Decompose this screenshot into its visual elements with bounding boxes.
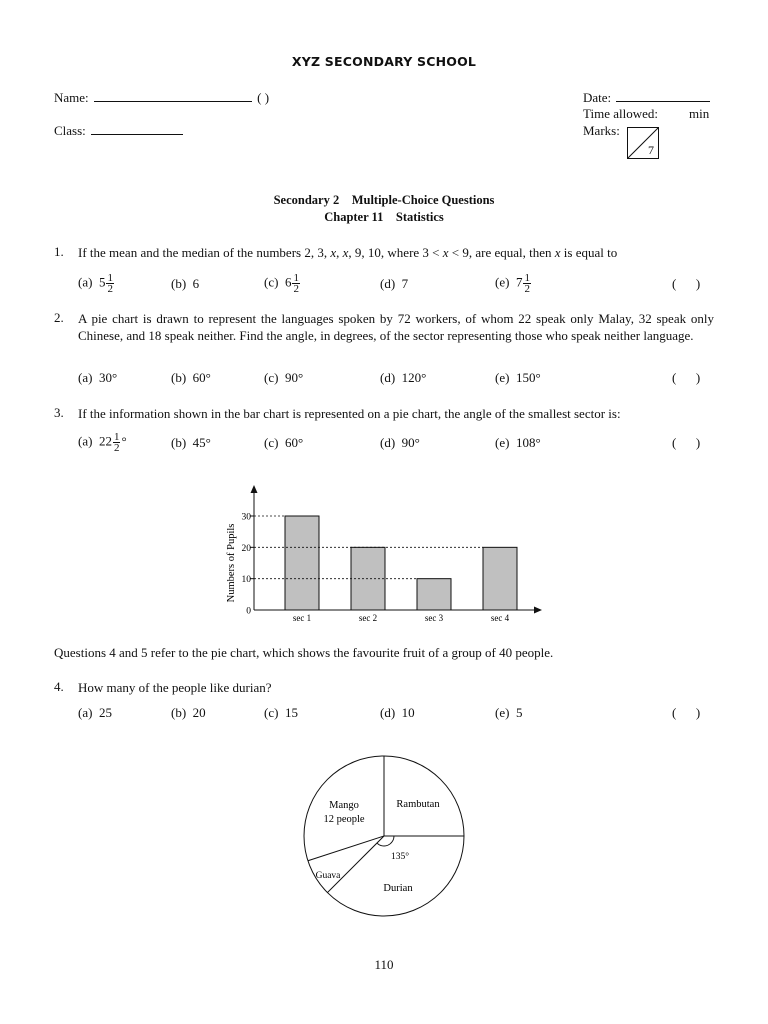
q4-number: 4. bbox=[54, 679, 64, 694]
class-blank[interactable] bbox=[91, 122, 183, 135]
q3-option-b[interactable]: (b) 45° bbox=[171, 435, 211, 450]
fraction: $\frac{1}{2}$ bbox=[107, 272, 113, 295]
date-blank[interactable] bbox=[616, 89, 710, 102]
q3-option-a[interactable]: (a) 22 $\frac{1}{2}$ ° bbox=[78, 431, 127, 454]
pie-chart bbox=[290, 750, 480, 940]
x-tick-label: sec 2 bbox=[358, 613, 378, 623]
q1-option-e[interactable]: (e) 7 $\frac{1}{2}$ bbox=[495, 272, 530, 295]
date-label: Date: bbox=[583, 90, 612, 105]
y-axis-arrow bbox=[251, 485, 258, 493]
marks-label: Marks: bbox=[583, 123, 620, 138]
q1-option-a[interactable]: (a) 5 $\frac{1}{2}$ bbox=[78, 272, 113, 295]
bar-sec-4 bbox=[483, 547, 517, 610]
fraction: $\frac{1}{2}$ bbox=[524, 272, 530, 295]
bar-sec-3 bbox=[417, 579, 451, 610]
q4-option-c[interactable]: (c) 15 bbox=[264, 705, 298, 720]
class-row bbox=[54, 122, 183, 139]
school-name: XYZ SECONDARY SCHOOL bbox=[291, 54, 477, 69]
y-tick-label: 30 bbox=[241, 512, 251, 523]
marks-box bbox=[627, 127, 659, 159]
y-tick-label: 10 bbox=[241, 575, 251, 586]
page-number: 110 bbox=[374, 957, 394, 972]
bar-chart-ylabel: Numbers of Pupils bbox=[226, 523, 237, 603]
q2-text: A pie chart is drawn to represent the languages spoken by 72 workers, of whom 22 speak only Malay, 32 speak only Chinese, and 18 speak neither. Find the angle, in degrees, of the sector representing those who speak neither language. bbox=[78, 311, 714, 343]
index-paren: ( ) bbox=[257, 90, 270, 105]
marks-total: 7 bbox=[648, 143, 654, 157]
name-row bbox=[54, 89, 269, 106]
y-tick-label: 0 bbox=[246, 606, 251, 617]
q2-option-b[interactable]: (b) 60° bbox=[171, 370, 211, 385]
x-tick-label: sec 1 bbox=[292, 613, 312, 623]
q2-answer-paren[interactable]: ( ) bbox=[672, 370, 701, 385]
q1-option-c[interactable]: (c) 6 $\frac{1}{2}$ bbox=[264, 272, 299, 295]
q1-option-d[interactable]: (d) 7 bbox=[380, 276, 409, 291]
fraction: $\frac{1}{2}$ bbox=[113, 431, 120, 454]
q3-number: 3. bbox=[54, 405, 64, 420]
q2-option-c[interactable]: (c) 90° bbox=[264, 370, 304, 385]
pie-label-guava: Guava bbox=[315, 871, 341, 881]
q2-option-a[interactable]: (a) 30° bbox=[78, 370, 118, 385]
bar-chart bbox=[220, 480, 550, 630]
pie-divider-mango-guava bbox=[308, 836, 384, 861]
q1-text: If the mean and the median of the numbers 2, 3, x, x, 9, 10, where 3 < x < 9, are equal, then x is equal to bbox=[78, 245, 618, 260]
q4-option-b[interactable]: (b) 20 bbox=[171, 705, 206, 720]
x-tick-label: sec 4 bbox=[490, 613, 510, 623]
q3-option-c[interactable]: (c) 60° bbox=[264, 435, 304, 450]
paper-title: Secondary 2 Multiple-Choice Questions bbox=[273, 193, 495, 207]
time-unit: min bbox=[689, 106, 710, 121]
fraction: $\frac{1}{2}$ bbox=[293, 272, 299, 295]
pie-label-mango-count: 12 people bbox=[323, 814, 365, 825]
q2-number: 2. bbox=[54, 310, 64, 325]
name-blank[interactable] bbox=[94, 89, 252, 102]
x-tick-label: sec 3 bbox=[424, 613, 444, 623]
pie-label-durian: Durian bbox=[383, 883, 413, 894]
q2-option-e[interactable]: (e) 150° bbox=[495, 370, 541, 385]
chapter-title: Chapter 11 Statistics bbox=[324, 210, 444, 224]
q1-answer-paren[interactable]: ( ) bbox=[672, 276, 701, 291]
class-label: Class: bbox=[54, 123, 86, 138]
x-axis-arrow bbox=[534, 607, 542, 614]
q3-text: If the information shown in the bar chart is represented on a pie chart, the angle of the smallest sector is: bbox=[78, 406, 621, 421]
q1-option-b[interactable]: (b) 6 bbox=[171, 276, 200, 291]
q4-option-e[interactable]: (e) 5 bbox=[495, 705, 523, 720]
time-label: Time allowed: bbox=[583, 106, 658, 121]
q4-text: How many of the people like durian? bbox=[78, 680, 272, 695]
q3-answer-paren[interactable]: ( ) bbox=[672, 435, 701, 450]
q4-option-a[interactable]: (a) 25 bbox=[78, 705, 112, 720]
pie-label-angle: 135° bbox=[390, 852, 410, 862]
pie-divider-2 bbox=[327, 836, 384, 893]
name-label: Name: bbox=[54, 90, 89, 105]
q45-intro: Questions 4 and 5 refer to the pie chart, which shows the favourite fruit of a group of 40 people. bbox=[54, 645, 554, 660]
y-tick-label: 20 bbox=[241, 543, 251, 554]
q4-answer-paren[interactable]: ( ) bbox=[672, 705, 701, 720]
q1-number: 1. bbox=[54, 244, 64, 259]
q2-option-d[interactable]: (d) 120° bbox=[380, 370, 427, 385]
q3-option-d[interactable]: (d) 90° bbox=[380, 435, 420, 450]
pie-label-rambutan: Rambutan bbox=[396, 799, 440, 810]
q3-option-e[interactable]: (e) 108° bbox=[495, 435, 541, 450]
bar-sec-1 bbox=[285, 516, 319, 610]
date-row bbox=[583, 89, 710, 106]
q4-option-d[interactable]: (d) 10 bbox=[380, 705, 415, 720]
pie-label-mango: Mango bbox=[329, 800, 359, 811]
